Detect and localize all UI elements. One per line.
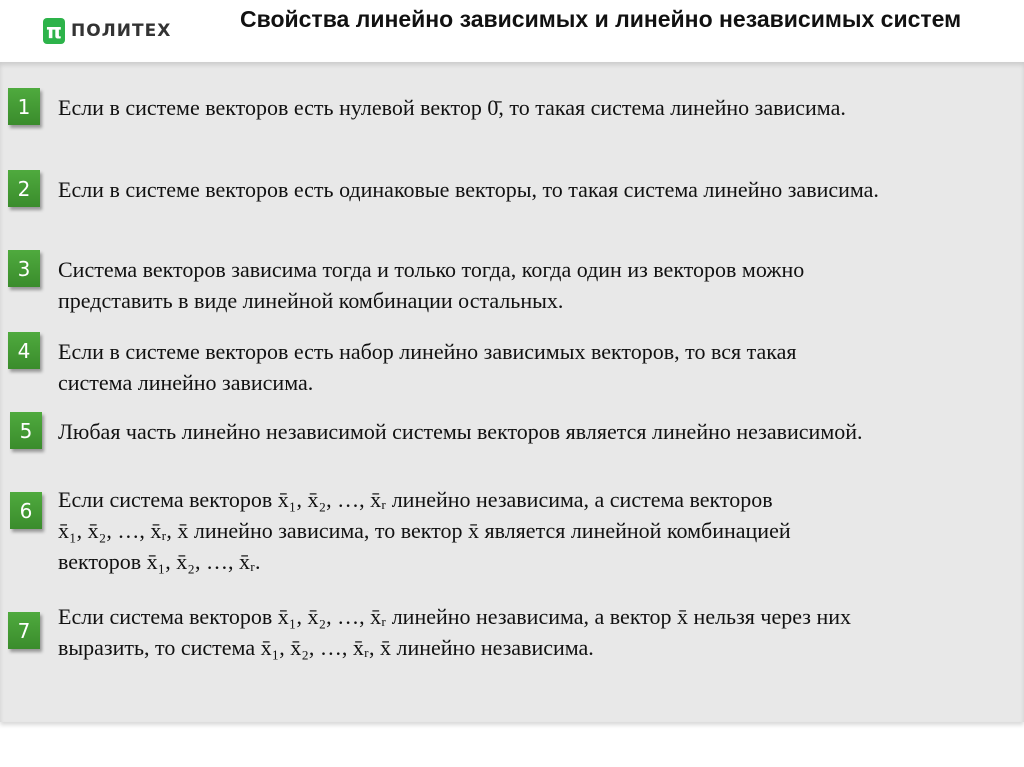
logo-icon: π [43,18,65,44]
item-number-badge: 2 [8,170,40,207]
item-number-badge: 5 [10,412,42,449]
item-number-badge: 7 [8,612,40,649]
property-item [58,174,879,205]
property-item [58,336,796,398]
property-text-line: выразить, то система x̄₁, x̄₂, …, x̄ᵣ, x̄ линейно независима. [58,635,594,660]
property-text-line: Если система векторов x̄₁, x̄₂, …, x̄ᵣ линейно независима, а вектор x̄ нельзя через них [58,604,851,629]
property-text-line: Если в системе векторов есть одинаковые векторы, то такая система линейно зависима. [58,177,879,202]
property-text-line: Любая часть линейно независимой системы векторов является линейно независимой. [58,419,863,444]
property-text-line: Если в системе векторов есть нулевой вектор 0̄, то такая система линейно зависима. [58,95,846,120]
logo [43,18,171,44]
property-item [58,601,851,663]
item-number-badge: 6 [10,492,42,529]
logo-text: ПОЛИТЕХ [71,21,172,41]
property-text-line: система линейно зависима. [58,370,314,395]
property-text-line: Если в системе векторов есть набор линейно зависимых векторов, то вся такая [58,339,797,364]
property-text-line: Система векторов зависима тогда и только тогда, когда один из векторов можно [58,257,805,282]
page-title: Свойства линейно зависимых и линейно независимых систем [240,6,962,32]
property-text-line: Если система векторов x̄₁, x̄₂, …, x̄ᵣ линейно независима, а система векторов [58,487,773,512]
property-item [58,92,846,123]
item-number-badge: 3 [8,250,40,287]
item-number-badge: 4 [8,332,40,369]
property-item [58,484,791,577]
property-item [58,416,863,447]
item-number-badge: 1 [8,88,40,125]
property-text-line: представить в виде линейной комбинации остальных. [58,288,564,313]
property-item [58,254,804,316]
property-text-line: x̄₁, x̄₂, …, x̄ᵣ, x̄ линейно зависима, то вектор x̄ является линейной комбинацией [58,518,791,543]
slide-header [0,0,1024,62]
property-text-line: векторов x̄₁, x̄₂, …, x̄ᵣ. [58,549,261,574]
